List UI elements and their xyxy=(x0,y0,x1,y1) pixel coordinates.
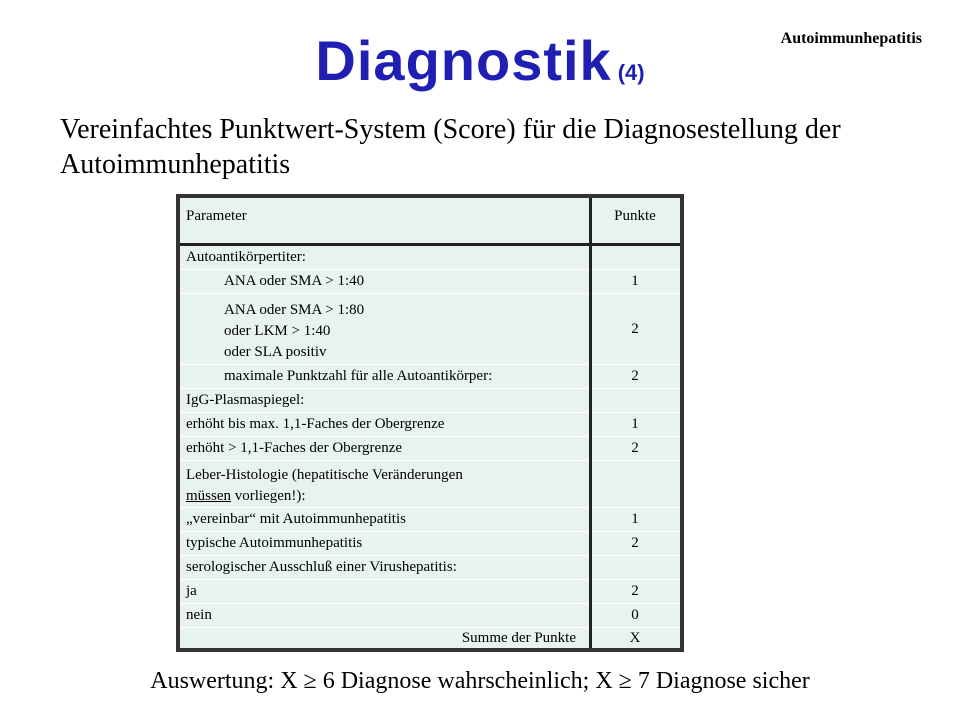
row-points: 1 xyxy=(631,416,639,432)
row-points: 0 xyxy=(631,607,639,623)
underlined-word: müssen xyxy=(186,488,231,504)
title-main: Diagnostik xyxy=(315,29,612,92)
row-points: 2 xyxy=(631,320,639,337)
row-points: 2 xyxy=(631,535,639,551)
table-row xyxy=(180,580,680,604)
row-points xyxy=(590,246,680,269)
header-points: Punkte xyxy=(614,208,656,224)
table-row xyxy=(180,461,680,508)
row-points xyxy=(590,389,680,412)
row-points: 1 xyxy=(631,511,639,527)
row-label: ANA oder SMA > 1:40 xyxy=(224,273,365,289)
column-divider xyxy=(589,246,592,648)
row-label: erhöht > 1,1-Faches der Obergrenze xyxy=(186,440,403,456)
row-points: 2 xyxy=(631,440,639,456)
table-row xyxy=(180,389,680,413)
table-row xyxy=(180,413,680,437)
table-row xyxy=(180,270,680,294)
header-tag: Autoimmunhepatitis xyxy=(780,30,922,47)
row-label: Autoantikörpertiter: xyxy=(186,249,306,265)
row-label xyxy=(186,461,586,507)
table-row xyxy=(180,532,680,556)
row-label: serologischer Ausschluß einer Virushepatitis: xyxy=(186,559,457,575)
table-row xyxy=(180,246,680,270)
row-points: 1 xyxy=(631,273,639,289)
table-row xyxy=(180,556,680,580)
row-label: typische Autoimmunhepatitis xyxy=(186,535,363,551)
row-label-line xyxy=(186,486,463,507)
table-header-row xyxy=(180,198,680,244)
table-row xyxy=(180,508,680,532)
row-points: 2 xyxy=(631,368,639,384)
table-row xyxy=(180,604,680,628)
row-label-rest: vorliegen!): xyxy=(231,488,306,504)
row-label: maximale Punktzahl für alle Autoantikörper: xyxy=(224,368,493,384)
row-label: erhöht bis max. 1,1-Faches der Obergrenze xyxy=(186,416,445,432)
score-table xyxy=(176,194,684,652)
row-points xyxy=(590,461,680,507)
table-row xyxy=(180,365,680,389)
row-points xyxy=(590,556,680,579)
row-label: „vereinbar“ mit Autoimmunhepatitis xyxy=(186,511,406,527)
row-label-line: Leber-Histologie (hepatitische Veränderungen xyxy=(186,467,463,483)
table-row xyxy=(180,437,680,461)
evaluation-footer: Auswertung: X ≥ 6 Diagnose wahrscheinlich; X ≥ 7 Diagnose sicher xyxy=(150,668,810,694)
title-sub: (4) xyxy=(617,60,645,85)
table-row xyxy=(180,294,680,365)
header-parameter: Parameter xyxy=(186,208,247,224)
row-label-line: oder LKM > 1:40 xyxy=(224,322,331,339)
sum-label: Summe der Punkte xyxy=(461,629,576,646)
page-title xyxy=(0,28,960,93)
row-label xyxy=(186,294,624,364)
row-points: 2 xyxy=(631,583,639,599)
row-label: nein xyxy=(186,607,212,623)
sum-points: X xyxy=(629,629,641,646)
row-label: ja xyxy=(186,583,197,599)
subtitle: Vereinfachtes Punktwert-System (Score) für die Diagnosestellung der Autoimmunhepatitis xyxy=(60,114,841,180)
row-label-line: oder SLA positiv xyxy=(224,343,327,360)
table-sum-row xyxy=(180,628,680,648)
column-divider xyxy=(589,198,592,243)
row-label: IgG-Plasmaspiegel: xyxy=(186,392,305,408)
row-label-line: ANA oder SMA > 1:80 xyxy=(224,301,365,318)
